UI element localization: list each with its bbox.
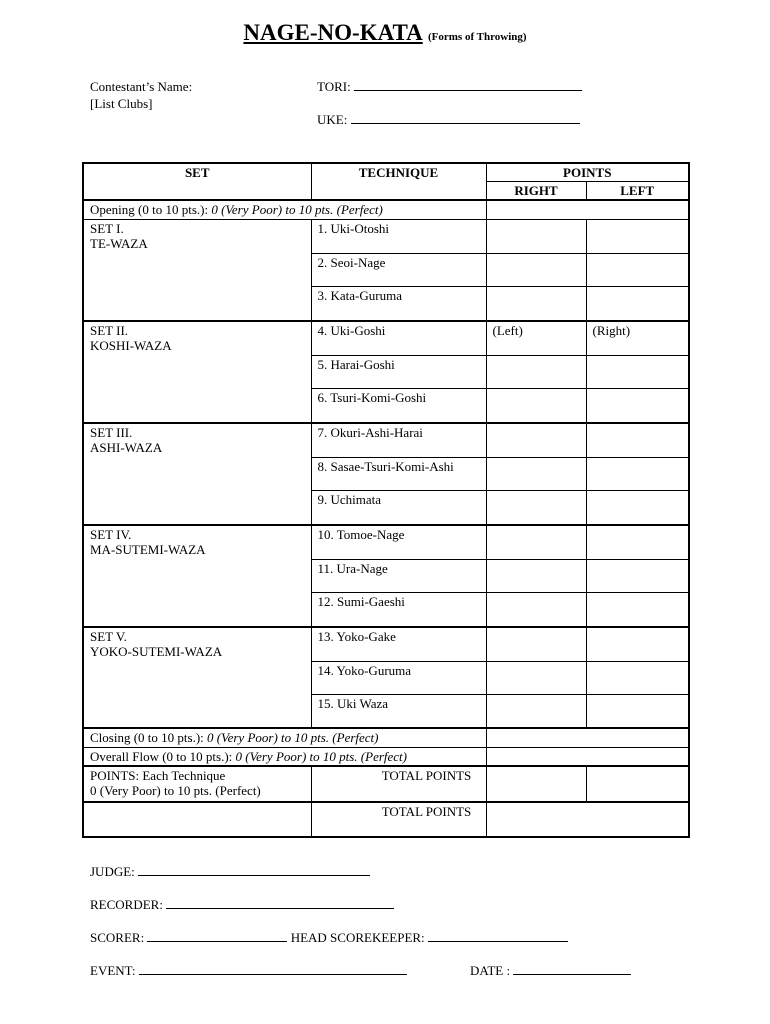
form-title: NAGE-NO-KATA: [243, 20, 423, 45]
score-right-3[interactable]: [486, 286, 586, 321]
overall-flow-row-label: Overall Flow (0 to 10 pts.): 0 (Very Poor) to 10 pts. (Perfect): [83, 747, 486, 766]
set-5-cell: SET V. YOKO-SUTEMI-WAZA: [83, 627, 311, 728]
score-right-13[interactable]: [486, 627, 586, 661]
technique-11: 11. Ura-Nage: [311, 559, 486, 592]
technique-8: 8. Sasae-Tsuri-Komi-Ashi: [311, 457, 486, 490]
score-left-3[interactable]: [586, 286, 689, 321]
closing-row-label: Closing (0 to 10 pts.): 0 (Very Poor) to 10 pts. (Perfect): [83, 728, 486, 747]
page-title: [0, 20, 770, 46]
set-2-cell: SET II. KOSHI-WAZA: [83, 321, 311, 423]
technique-4: 4. Uki-Goshi: [311, 321, 486, 355]
judge-field[interactable]: [90, 864, 370, 880]
head-scorekeeper-label: HEAD SCOREKEEPER:: [290, 930, 425, 945]
scorer-field[interactable]: [90, 930, 568, 946]
contestant-name-label: Contestant’s Name:: [90, 79, 193, 94]
score-left-10[interactable]: [586, 525, 689, 559]
score-right-9[interactable]: [486, 490, 586, 525]
score-right-8[interactable]: [486, 457, 586, 490]
score-left-7[interactable]: [586, 423, 689, 457]
overall-flow-score-cell[interactable]: [486, 747, 689, 766]
technique-1: 1. Uki-Otoshi: [311, 219, 486, 253]
technique-13: 13. Yoko-Gake: [311, 627, 486, 661]
list-clubs-label: [List Clubs]: [90, 96, 153, 111]
score-left-4[interactable]: [586, 321, 689, 355]
col-technique-header: TECHNIQUE: [311, 163, 486, 200]
technique-3: 3. Kata-Guruma: [311, 286, 486, 321]
uke-label: UKE:: [317, 112, 348, 127]
tori-label: TORI:: [317, 79, 351, 94]
score-right-10[interactable]: [486, 525, 586, 559]
score-left-6[interactable]: [586, 388, 689, 423]
score-left-12[interactable]: [586, 592, 689, 627]
opening-score-cell[interactable]: [486, 200, 689, 219]
points-note-cell: POINTS: Each Technique 0 (Very Poor) to 10 pts. (Perfect): [83, 766, 311, 802]
score-right-2[interactable]: [486, 253, 586, 286]
recorder-blank[interactable]: [166, 899, 394, 909]
score-right-15[interactable]: [486, 694, 586, 728]
date-label: DATE :: [470, 963, 511, 978]
technique-2: 2. Seoi-Nage: [311, 253, 486, 286]
technique-9: 9. Uchimata: [311, 490, 486, 525]
score-right-6[interactable]: [486, 388, 586, 423]
uki-goshi-left-note: (Right): [592, 323, 631, 338]
uki-goshi-right-note: (Left): [492, 323, 523, 338]
score-left-1[interactable]: [586, 219, 689, 253]
score-right-14[interactable]: [486, 661, 586, 694]
scorer-label: SCORER:: [90, 930, 145, 945]
grand-total-cell[interactable]: [486, 802, 689, 837]
opening-row-label: Opening (0 to 10 pts.): 0 (Very Poor) to 10 pts. (Perfect): [83, 200, 486, 219]
scorer-blank[interactable]: [147, 932, 287, 942]
score-right-11[interactable]: [486, 559, 586, 592]
technique-7: 7. Okuri-Ashi-Harai: [311, 423, 486, 457]
tori-blank[interactable]: [354, 81, 582, 91]
event-label: EVENT:: [90, 963, 136, 978]
technique-10: 10. Tomoe-Nage: [311, 525, 486, 559]
col-left-header: LEFT: [586, 182, 689, 201]
score-left-13[interactable]: [586, 627, 689, 661]
recorder-label: RECORDER:: [90, 897, 163, 912]
col-set-header: SET: [83, 163, 311, 200]
score-left-15[interactable]: [586, 694, 689, 728]
score-left-11[interactable]: [586, 559, 689, 592]
total-points-label-1: TOTAL POINTS: [311, 766, 486, 802]
form-subtitle: (Forms of Throwing): [427, 31, 527, 43]
score-table: [82, 162, 690, 838]
score-left-9[interactable]: [586, 490, 689, 525]
head-scorekeeper-blank[interactable]: [428, 932, 568, 942]
set-4-cell: SET IV. MA-SUTEMI-WAZA: [83, 525, 311, 627]
blank-note-cell: [83, 802, 311, 837]
tori-field[interactable]: [317, 79, 582, 95]
uke-blank[interactable]: [351, 114, 580, 124]
technique-5: 5. Harai-Goshi: [311, 355, 486, 388]
col-right-header: RIGHT: [486, 182, 586, 201]
score-right-12[interactable]: [486, 592, 586, 627]
uke-field[interactable]: [317, 112, 580, 128]
score-left-14[interactable]: [586, 661, 689, 694]
event-blank[interactable]: [139, 965, 407, 975]
date-blank[interactable]: [513, 965, 631, 975]
total-right-cell[interactable]: [486, 766, 586, 802]
technique-6: 6. Tsuri-Komi-Goshi: [311, 388, 486, 423]
judge-label: JUDGE:: [90, 864, 135, 879]
score-left-8[interactable]: [586, 457, 689, 490]
score-left-5[interactable]: [586, 355, 689, 388]
score-right-4[interactable]: [486, 321, 586, 355]
recorder-field[interactable]: [90, 897, 394, 913]
score-right-5[interactable]: [486, 355, 586, 388]
judge-blank[interactable]: [138, 866, 370, 876]
score-right-1[interactable]: [486, 219, 586, 253]
technique-14: 14. Yoko-Guruma: [311, 661, 486, 694]
total-points-label-2: TOTAL POINTS: [311, 802, 486, 837]
closing-score-cell[interactable]: [486, 728, 689, 747]
technique-12: 12. Sumi-Gaeshi: [311, 592, 486, 627]
set-3-cell: SET III. ASHI-WAZA: [83, 423, 311, 525]
total-left-cell[interactable]: [586, 766, 689, 802]
event-field[interactable]: [90, 963, 407, 979]
score-left-2[interactable]: [586, 253, 689, 286]
technique-15: 15. Uki Waza: [311, 694, 486, 728]
date-field[interactable]: [470, 963, 631, 979]
col-points-header: POINTS: [486, 163, 689, 182]
score-right-7[interactable]: [486, 423, 586, 457]
set-1-cell: SET I. TE-WAZA: [83, 219, 311, 321]
